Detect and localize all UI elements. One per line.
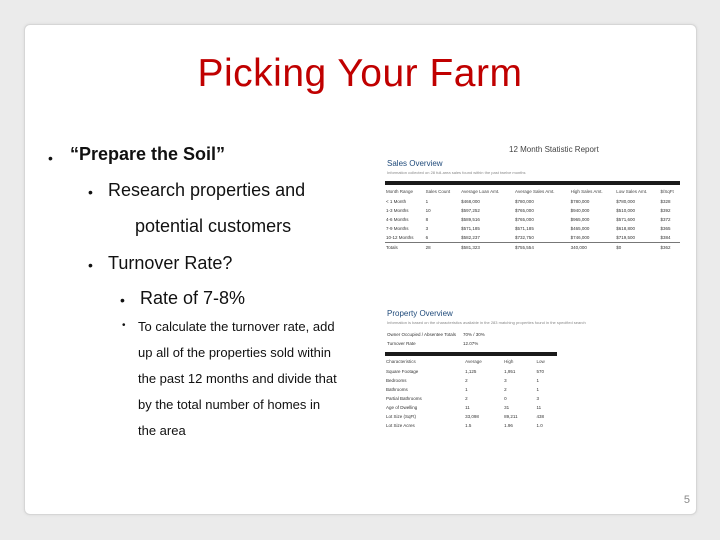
table-row [385,376,557,385]
statistics-report-image [383,141,683,281]
table-cell: Bedrooms [386,378,407,383]
table-cell: 2 [504,387,507,392]
table-row [385,367,557,376]
table-cell: 28 [425,243,461,253]
report-header: 12 Month Statistic Report [509,145,599,154]
table-cell: $618,800 [616,226,636,231]
table-row [385,197,680,206]
column-header: Average [465,358,482,364]
table-cell: $384 [660,235,671,240]
table-cell: 0 [504,396,507,401]
table-cell: $719,500 [616,235,636,240]
property-overview-heading: Property Overview [387,309,453,318]
table-cell: Square Footage [386,369,419,374]
bullet-calc-line5: the area [138,423,186,438]
table-cell: Bathrooms [386,387,408,392]
table-cell: $765,000 [515,208,534,213]
column-header: Sales Count [425,188,451,194]
table-cell: $780,000 [616,199,636,204]
table-cell: $571,600 [616,217,636,222]
table-cell: 6 [425,235,429,240]
table-row [385,394,557,403]
column-header: High [504,358,514,364]
table-row [385,224,680,233]
table-cell: 89,211 [504,414,518,419]
bullet-turnover: Turnover Rate? [108,253,233,273]
table-cell: $940,000 [570,208,590,213]
table-cell: 2 [465,396,468,401]
turnover-rate-label: Turnover Rate [387,341,416,346]
table-cell: 3 [425,226,429,231]
table-cell: $0 [615,243,659,253]
table-cell: 1-3 Months [386,208,409,213]
column-header: Average Sales Amt. [515,188,555,194]
table-row [385,206,680,215]
table-cell: $328 [660,199,671,204]
bullet-dot-icon: • [88,184,93,200]
table-cell: $362 [660,243,681,253]
bullet-rate: Rate of 7-8% [140,288,246,308]
table-cell: 3 [504,378,507,383]
table-cell: Totals [385,243,425,253]
table-cell: $780,000 [570,199,590,204]
table-cell: 1,951 [504,369,516,374]
table-cell: $465,000 [570,226,590,231]
bullet-calc-line2: up all of the properties sold within [138,345,331,360]
table-header-row [385,185,680,197]
bullet-calc-line4: by the total number of homes in [138,397,321,412]
table-cell: $372 [660,217,671,222]
column-header: Characteristics [386,358,416,364]
table-cell: 1.96 [504,423,513,428]
table-cell: 4-6 Months [386,217,409,222]
column-header: Average Loan Amt. [461,188,500,194]
table-cell: 1 [465,387,468,392]
table-cell: 7-9 Months [386,226,409,231]
table-cell: 2 [465,378,468,383]
sales-overview-table [385,185,680,252]
table-cell: 570 [536,369,544,374]
bullet-calc-line1: To calculate the turnover rate, add [138,319,335,334]
table-cell: 11 [465,405,470,410]
table-cell: 1.5 [465,423,472,428]
table-cell: 1,125 [465,369,477,374]
bullet-research-line2: potential customers [135,216,292,236]
table-cell: 33,098 [465,414,479,419]
table-cell: $468,000 [461,199,480,204]
table-cell: $732,750 [515,235,534,240]
table-cell: $392 [660,208,671,213]
column-header: Month Range [386,188,414,194]
table-cell: $597,252 [461,208,480,213]
table-cell: Age of Dwelling [386,405,418,410]
column-header: High Sales Amt. [570,188,603,194]
totals-row [385,243,680,253]
owner-occupied-label: Owner Occupied / Absentee Totals [387,332,456,337]
table-row [385,385,557,394]
table-row [385,215,680,224]
table-cell: 3 [536,396,539,401]
table-cell: Partial Bathrooms [386,396,422,401]
table-row [385,412,557,421]
bullet-dot-icon: • [122,320,126,331]
table-header-row [385,355,557,367]
table-cell: 438 [536,414,544,419]
column-header: Low Sales Amt. [616,188,648,194]
table-cell: $571,185 [515,226,534,231]
page-number: 5 [683,494,690,506]
property-overview-note: Information is based on the characteristics available in the 283 matching properties found in the specified search [387,320,586,325]
table-cell: Lot Size (SqFt) [386,414,417,419]
table-cell: < 1 Month [386,199,407,204]
table-cell: 10-12 Months [386,235,414,240]
table-cell: $780,000 [515,199,534,204]
table-cell: $755,554 [514,243,570,253]
column-header: $/SqFt [660,188,674,194]
table-cell: 11 [536,405,542,410]
table-cell: 340,000 [570,243,616,253]
bullet-dot-icon: • [88,257,93,273]
bullet-research-line1: Research properties and [108,180,306,200]
bullet-dot-icon: • [120,292,125,308]
table-cell: Lot Size Acres [386,423,415,428]
table-row [385,421,557,430]
property-overview-image [383,306,586,428]
sales-overview-note: Information collected on 28 full-area sales found within the past twelve months [387,170,526,175]
table-cell: 1.0 [536,423,543,428]
bullet-prepare-soil: “Prepare the Soil” [70,144,226,164]
table-cell: 10 [425,208,431,213]
table-cell: 31 [504,405,510,410]
column-header: Low [536,358,545,364]
table-cell: $365 [660,226,671,231]
table-cell: $765,000 [515,217,534,222]
table-cell: $965,000 [570,217,590,222]
slide-title: Picking Your Farm [197,52,523,95]
owner-occupied-value: 70% / 30% [463,332,485,337]
turnover-rate-value: 12.07% [463,341,479,346]
table-row [385,403,557,412]
table-row [385,233,680,243]
sales-overview-heading: Sales Overview [387,159,443,168]
bullet-dot-icon: • [48,150,53,166]
table-cell: $746,000 [570,235,590,240]
table-cell: 1 [536,378,539,383]
table-cell: $581,323 [460,243,514,253]
table-cell: 1 [536,387,539,392]
table-cell: $582,237 [461,235,480,240]
table-cell: $510,000 [616,208,636,213]
table-cell: 8 [425,217,429,222]
table-cell: $571,185 [461,226,480,231]
property-characteristics-table [385,355,557,430]
bullet-calc-line3: the past 12 months and divide that [138,371,337,386]
table-cell: $589,516 [461,217,480,222]
table-cell: 1 [425,199,429,204]
